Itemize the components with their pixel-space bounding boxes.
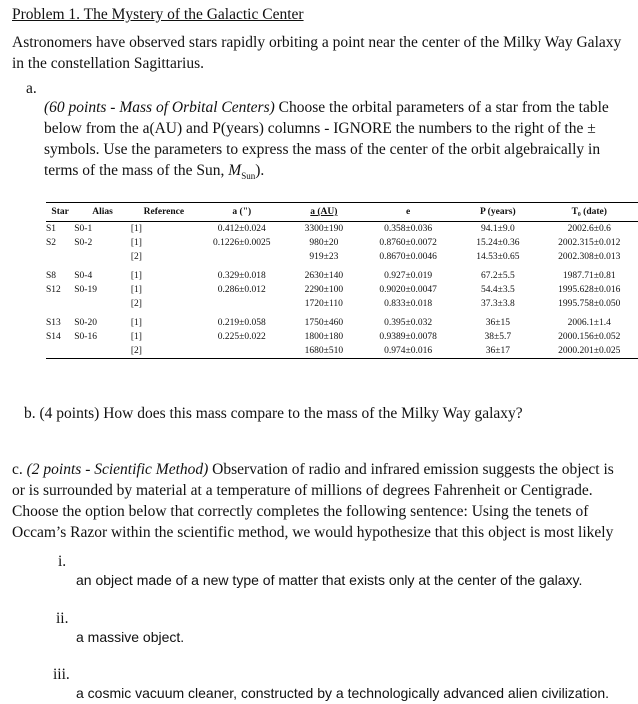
cell-star [46, 297, 74, 311]
cell-star: S1 [46, 224, 57, 234]
cell-t0: 2002.315±0.012 [558, 238, 621, 248]
cell-a-arcsec [197, 344, 287, 359]
part-c-points: (2 points - Scientific Method) [26, 461, 209, 478]
part-b-text: b. (4 points) How does this mass compare to the mass of the Milky Way galaxy? [24, 405, 523, 422]
cell-alias: S0-19 [74, 285, 97, 295]
col-header-reference: Reference [131, 203, 197, 222]
cell-a-au: 2290±100 [304, 285, 344, 295]
part-a-label: a. [26, 80, 37, 97]
cell-alias [74, 344, 131, 359]
cell-e: 0.8760±0.0072 [379, 238, 437, 248]
problem-title: Problem 1. The Mystery of the Galactic Center [12, 6, 304, 23]
problem-intro: Astronomers have observed stars rapidly orbiting a point near the center of the Milky Way Galaxy in the constellation Sagittarius. [12, 34, 622, 72]
cell-t0: 1987.71±0.81 [562, 271, 616, 281]
cell-t0: 2000.156±0.052 [558, 332, 621, 342]
msun-symbol: M [228, 162, 242, 179]
part-c-body: Observation of radio and infrared emission suggests the object is or is surrounded by material at a temperature of millions of degrees Fahrenheit or Centigrade. Choose the option below that correctly completes the following sentence: Using the tenets of Occam’s Razor within the scientific method, we would hypothesize that this object is most likely [12, 461, 614, 541]
table-header-row [46, 203, 638, 222]
table-row [46, 264, 638, 283]
cell-a-arcsec: 0.225±0.022 [217, 332, 266, 342]
cell-a-arcsec [197, 297, 287, 311]
col-header-t0: T₀ (date) [541, 203, 638, 222]
cell-alias [74, 297, 131, 311]
cell-reference: [1] [130, 332, 142, 342]
cell-a-au: 1800±180 [304, 332, 344, 342]
cell-t0: 2002.308±0.013 [558, 252, 621, 262]
cell-star [46, 344, 74, 359]
col-header-a-arcsec: a (") [197, 203, 287, 222]
cell-reference: [1] [130, 318, 142, 328]
cell-a-arcsec: 0.329±0.018 [217, 271, 266, 281]
cell-star: S2 [46, 238, 57, 248]
cell-a-arcsec: 0.219±0.058 [217, 318, 266, 328]
cell-e: 0.833±0.018 [384, 299, 433, 309]
cell-reference: [1] [130, 285, 142, 295]
cell-p: 54.4±3.5 [480, 285, 515, 295]
cell-reference: [2] [130, 252, 142, 262]
table-row [46, 330, 638, 344]
table-row [46, 222, 638, 237]
cell-alias: S0-20 [74, 318, 97, 328]
col-header-star: Star [46, 203, 74, 222]
cell-t0: 2002.6±0.6 [567, 224, 611, 234]
cell-a-arcsec: 0.412±0.024 [217, 224, 266, 234]
part-c-text: c. (2 points - Scientific Method) Observation of radio and infrared emission suggests the object is or is surrounded by material at a temperature of millions of degrees Fahrenheit or Centigrade. Choose the option below that correctly completes the following sentence: Using the tenets of Occam’s Razor within the scientific method, we would hypothesize that this object is most likely [12, 461, 614, 541]
cell-p: 37.3±3.8 [480, 299, 515, 309]
cell-reference: [1] [130, 224, 142, 234]
option-num: ii. [56, 610, 69, 627]
option-text: an object made of a new type of matter that exists only at the center of the galaxy. [76, 572, 583, 588]
cell-e: 0.358±0.036 [384, 224, 433, 234]
cell-p: 38±5.7 [484, 332, 512, 342]
cell-e: 0.9389±0.0078 [379, 332, 437, 342]
cell-e: 0.8670±0.0046 [379, 252, 437, 262]
orbital-parameters-table [46, 202, 638, 359]
cell-e: 0.9020±0.0047 [379, 285, 437, 295]
table-row [46, 344, 638, 359]
part-a-body: Choose the orbital parameters of a star from the table below from the a(AU) and P(years) columns - IGNORE the numbers to the right of the ± symbols. Use the parameters to express the mass of the center of the orbit algebraically in terms of the mass of the Sun, [44, 99, 609, 179]
cell-t0: 2000.201±0.025 [541, 344, 638, 359]
cell-reference: [2] [130, 299, 142, 309]
option-text: a massive object. [76, 629, 185, 645]
cell-a-au: 3300±190 [304, 224, 344, 234]
cell-a-arcsec [197, 250, 287, 264]
cell-p: 36±17 [455, 344, 540, 359]
cell-e: 0.927±0.019 [384, 271, 433, 281]
cell-star: S13 [46, 318, 61, 328]
cell-p: 67.2±5.5 [480, 271, 515, 281]
part-a-points: (60 points - Mass of Orbital Centers) [44, 99, 275, 116]
cell-reference: [1] [130, 271, 142, 281]
cell-reference: [2] [131, 344, 197, 359]
option-num: i. [58, 553, 67, 570]
cell-t0: 2006.1±1.4 [567, 318, 611, 328]
cell-star [46, 250, 74, 264]
col-header-alias: Alias [74, 203, 131, 222]
cell-a-au: 919±23 [309, 252, 339, 262]
table-row [46, 311, 638, 330]
cell-a-au: 1680±510 [287, 344, 361, 359]
cell-t0: 1995.628±0.016 [558, 285, 621, 295]
cell-star: S12 [46, 285, 61, 295]
cell-p: 94.1±9.0 [480, 224, 515, 234]
cell-star: S8 [46, 271, 57, 281]
cell-p: 15.24±0.36 [476, 238, 520, 248]
part-a-end: ). [255, 162, 265, 179]
part-a-text [44, 97, 624, 187]
col-header-p: P (years) [455, 203, 540, 222]
option-num: iii. [53, 666, 70, 683]
cell-alias: S0-1 [74, 224, 93, 234]
table-row [46, 283, 638, 297]
table-row [46, 236, 638, 250]
table-row [46, 297, 638, 311]
option-text: a cosmic vacuum cleaner, constructed by a technologically advanced alien civilization. [76, 685, 610, 701]
cell-a-arcsec: 0.1226±0.0025 [213, 238, 271, 248]
cell-a-au: 1750±460 [304, 318, 344, 328]
table-row [46, 250, 638, 264]
cell-reference: [1] [130, 238, 142, 248]
col-header-e: e [361, 203, 455, 222]
cell-a-au: 2630±140 [304, 271, 344, 281]
cell-p: 14.53±0.65 [476, 252, 520, 262]
msun-subscript: Sun [241, 171, 256, 182]
cell-alias: S0-4 [74, 271, 93, 281]
cell-e: 0.974±0.016 [361, 344, 455, 359]
cell-alias [74, 250, 131, 264]
cell-t0: 1995.758±0.050 [558, 299, 621, 309]
cell-a-arcsec: 0.286±0.012 [217, 285, 266, 295]
cell-star: S14 [46, 332, 61, 342]
cell-p: 36±15 [485, 318, 510, 328]
col-header-a-au: a (AU) [287, 203, 361, 222]
cell-a-au: 1720±110 [304, 299, 343, 309]
cell-e: 0.395±0.032 [384, 318, 433, 328]
cell-alias: S0-16 [74, 332, 97, 342]
cell-a-au: 980±20 [309, 238, 339, 248]
cell-alias: S0-2 [74, 238, 93, 248]
